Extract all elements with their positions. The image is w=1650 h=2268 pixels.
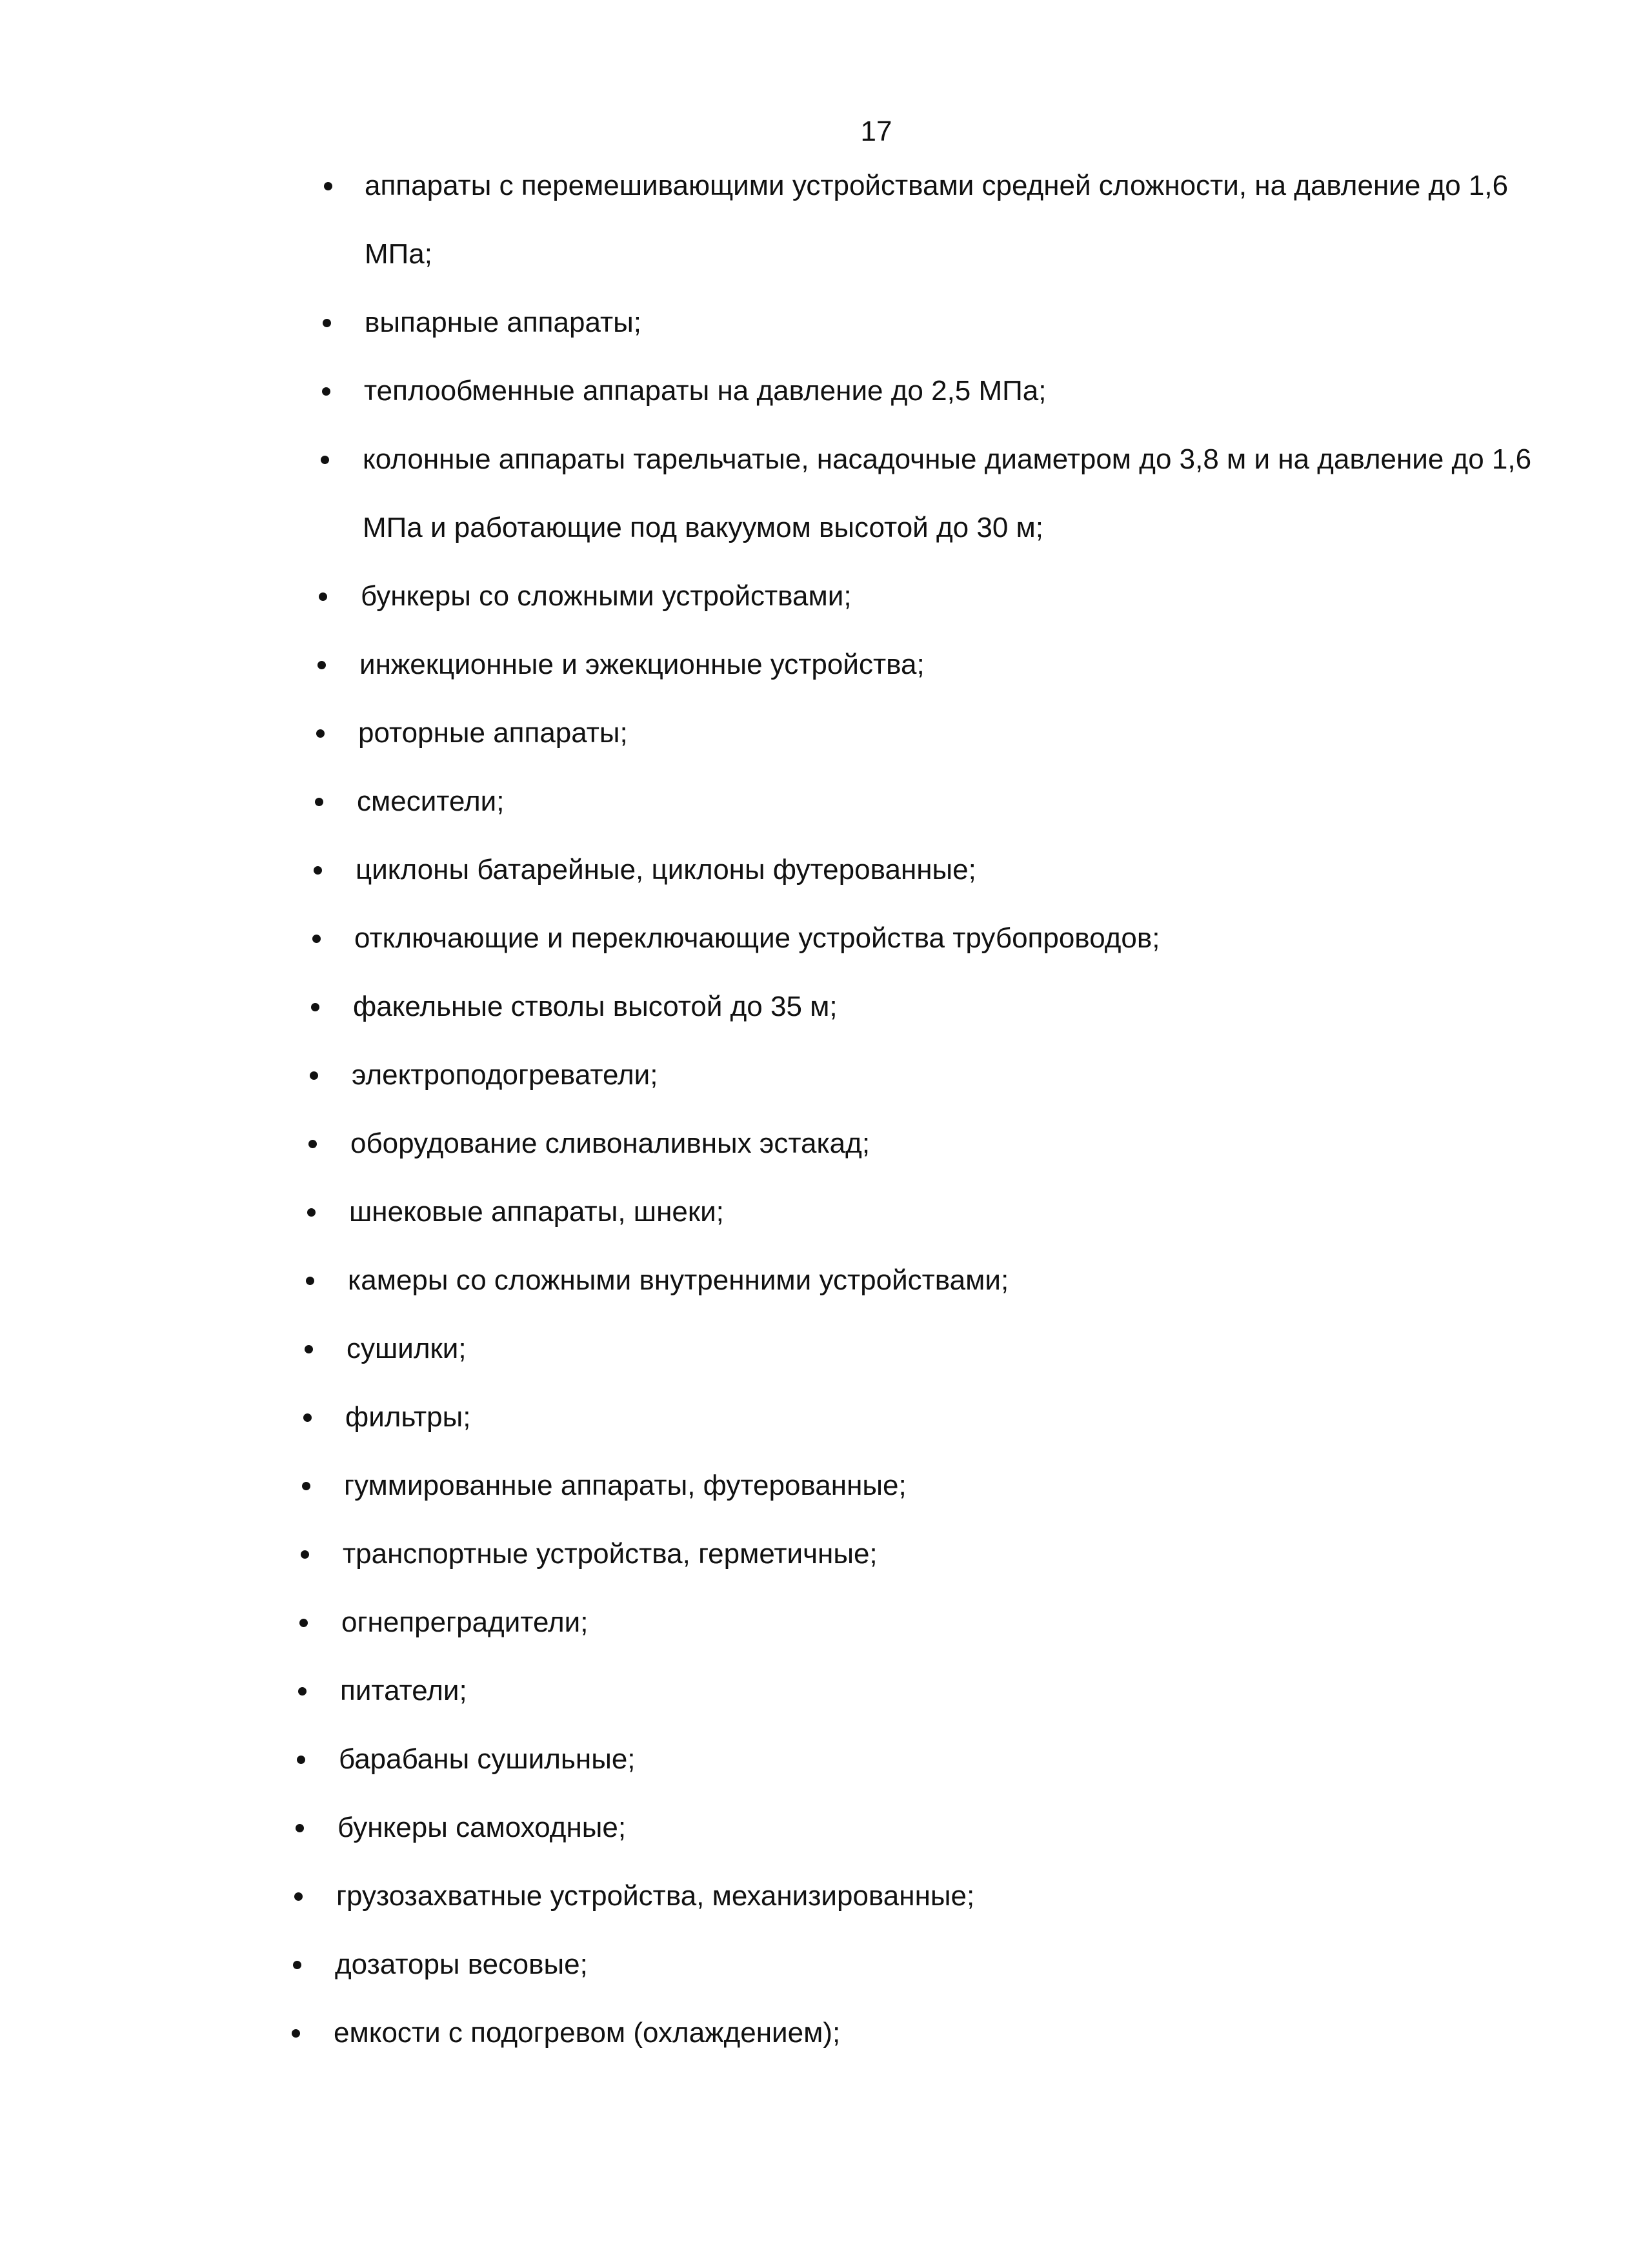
bullet-icon [323, 319, 331, 327]
bullet-icon [294, 1892, 303, 1901]
bullet-icon [306, 1277, 314, 1285]
list-item [0, 1743, 1650, 1776]
bullet-icon [296, 1824, 304, 1832]
list-item-text: смесители; [357, 785, 505, 817]
bullet-icon [299, 1619, 308, 1627]
list-item [0, 1195, 1650, 1229]
list-item [0, 306, 1650, 339]
list-item-text: теплообменные аппараты на давление до 2,5 МПа; [364, 375, 1047, 407]
bullet-icon [298, 1687, 307, 1696]
bullet-icon [312, 935, 321, 943]
bullet-icon [310, 1071, 318, 1080]
bullet-icon [307, 1208, 316, 1217]
bullet-icon [321, 456, 329, 464]
list-item [0, 1606, 1650, 1639]
list-item-text: колонные аппараты тарельчатые, насадочные диаметром до 3,8 м и на давление до 1,6 МПа и работающие под вакуумом высотой до 30 м; [363, 443, 1532, 543]
list-item [0, 580, 1650, 613]
list-item [0, 374, 1650, 408]
list-item-text: питатели; [340, 1675, 467, 1706]
list-item [0, 990, 1650, 1024]
list-item-text: барабаны сушильные; [339, 1743, 636, 1775]
list-item-text: камеры со сложными внутренними устройствами; [348, 1264, 1009, 1296]
list-item-text: электроподогреватели; [352, 1059, 658, 1091]
list-item-text: огнепреградители; [341, 1606, 589, 1638]
bullet-icon [314, 866, 322, 875]
bullet-icon [315, 798, 323, 806]
list-item-text: бункеры со сложными устройствами; [361, 580, 852, 612]
list-item [0, 1264, 1650, 1297]
bullet-icon [303, 1413, 312, 1422]
bullet-icon [311, 1003, 319, 1011]
list-item-text: факельные стволы высотой до 35 м; [353, 991, 838, 1022]
bullet-icon [316, 729, 325, 738]
bullet-icon [297, 1756, 305, 1764]
list-item-text: транспортные устройства, герметичные; [343, 1538, 878, 1570]
list-item-text: грузозахватные устройства, механизированные; [336, 1880, 975, 1912]
list-item [0, 1127, 1650, 1160]
bullet-icon [319, 592, 327, 601]
equipment-list [0, 169, 1650, 2085]
list-item-text: шнековые аппараты, шнеки; [349, 1196, 724, 1228]
list-item-text: фильтры; [345, 1401, 471, 1433]
list-item-text: инжекционные и эжекционные устройства; [359, 649, 925, 680]
list-item-text: гуммированные аппараты, футерованные; [344, 1470, 907, 1501]
list-item-text: роторные аппараты; [358, 717, 628, 749]
list-item-text: аппараты с перемешивающими устройствами средней сложности, на давление до 1,6 МПа; [365, 170, 1509, 270]
bullet-icon [301, 1550, 309, 1559]
list-item [0, 785, 1650, 818]
bullet-icon [305, 1345, 313, 1353]
list-item [0, 716, 1650, 750]
list-item [0, 1469, 1650, 1503]
bullet-icon [292, 2029, 300, 2038]
list-item [0, 1811, 1650, 1845]
bullet-icon [293, 1961, 301, 1969]
list-item [0, 922, 1650, 955]
list-item [0, 1879, 1650, 1913]
list-item [0, 648, 1650, 682]
list-item-text: емкости с подогревом (охлаждением); [334, 2017, 841, 2049]
list-item [0, 1401, 1650, 1434]
list-item-text: выпарные аппараты; [365, 307, 641, 338]
list-item-text: отключающие и переключающие устройства трубопроводов; [354, 922, 1160, 954]
bullet-icon [317, 661, 326, 669]
page-number: 17 [860, 116, 892, 147]
list-item [0, 1674, 1650, 1708]
bullet-icon [308, 1140, 317, 1148]
bullet-icon [302, 1482, 310, 1490]
list-item [0, 1058, 1650, 1092]
list-item [0, 1948, 1650, 1981]
list-item-text: дозаторы весовые; [335, 1949, 588, 1980]
list-item [0, 2016, 1650, 2050]
bullet-icon [322, 387, 330, 396]
list-item [0, 1332, 1650, 1366]
list-item-text: оборудование сливоналивных эстакад; [350, 1128, 870, 1159]
list-item-text: бункеры самоходные; [337, 1812, 627, 1843]
list-item-text: сушилки; [347, 1333, 467, 1364]
list-item [0, 1537, 1650, 1571]
list-item-text: циклоны батарейные, циклоны футерованные; [356, 854, 976, 886]
list-item [0, 853, 1650, 887]
bullet-icon [324, 182, 332, 190]
list-item [0, 169, 1550, 289]
list-item [0, 443, 1547, 562]
